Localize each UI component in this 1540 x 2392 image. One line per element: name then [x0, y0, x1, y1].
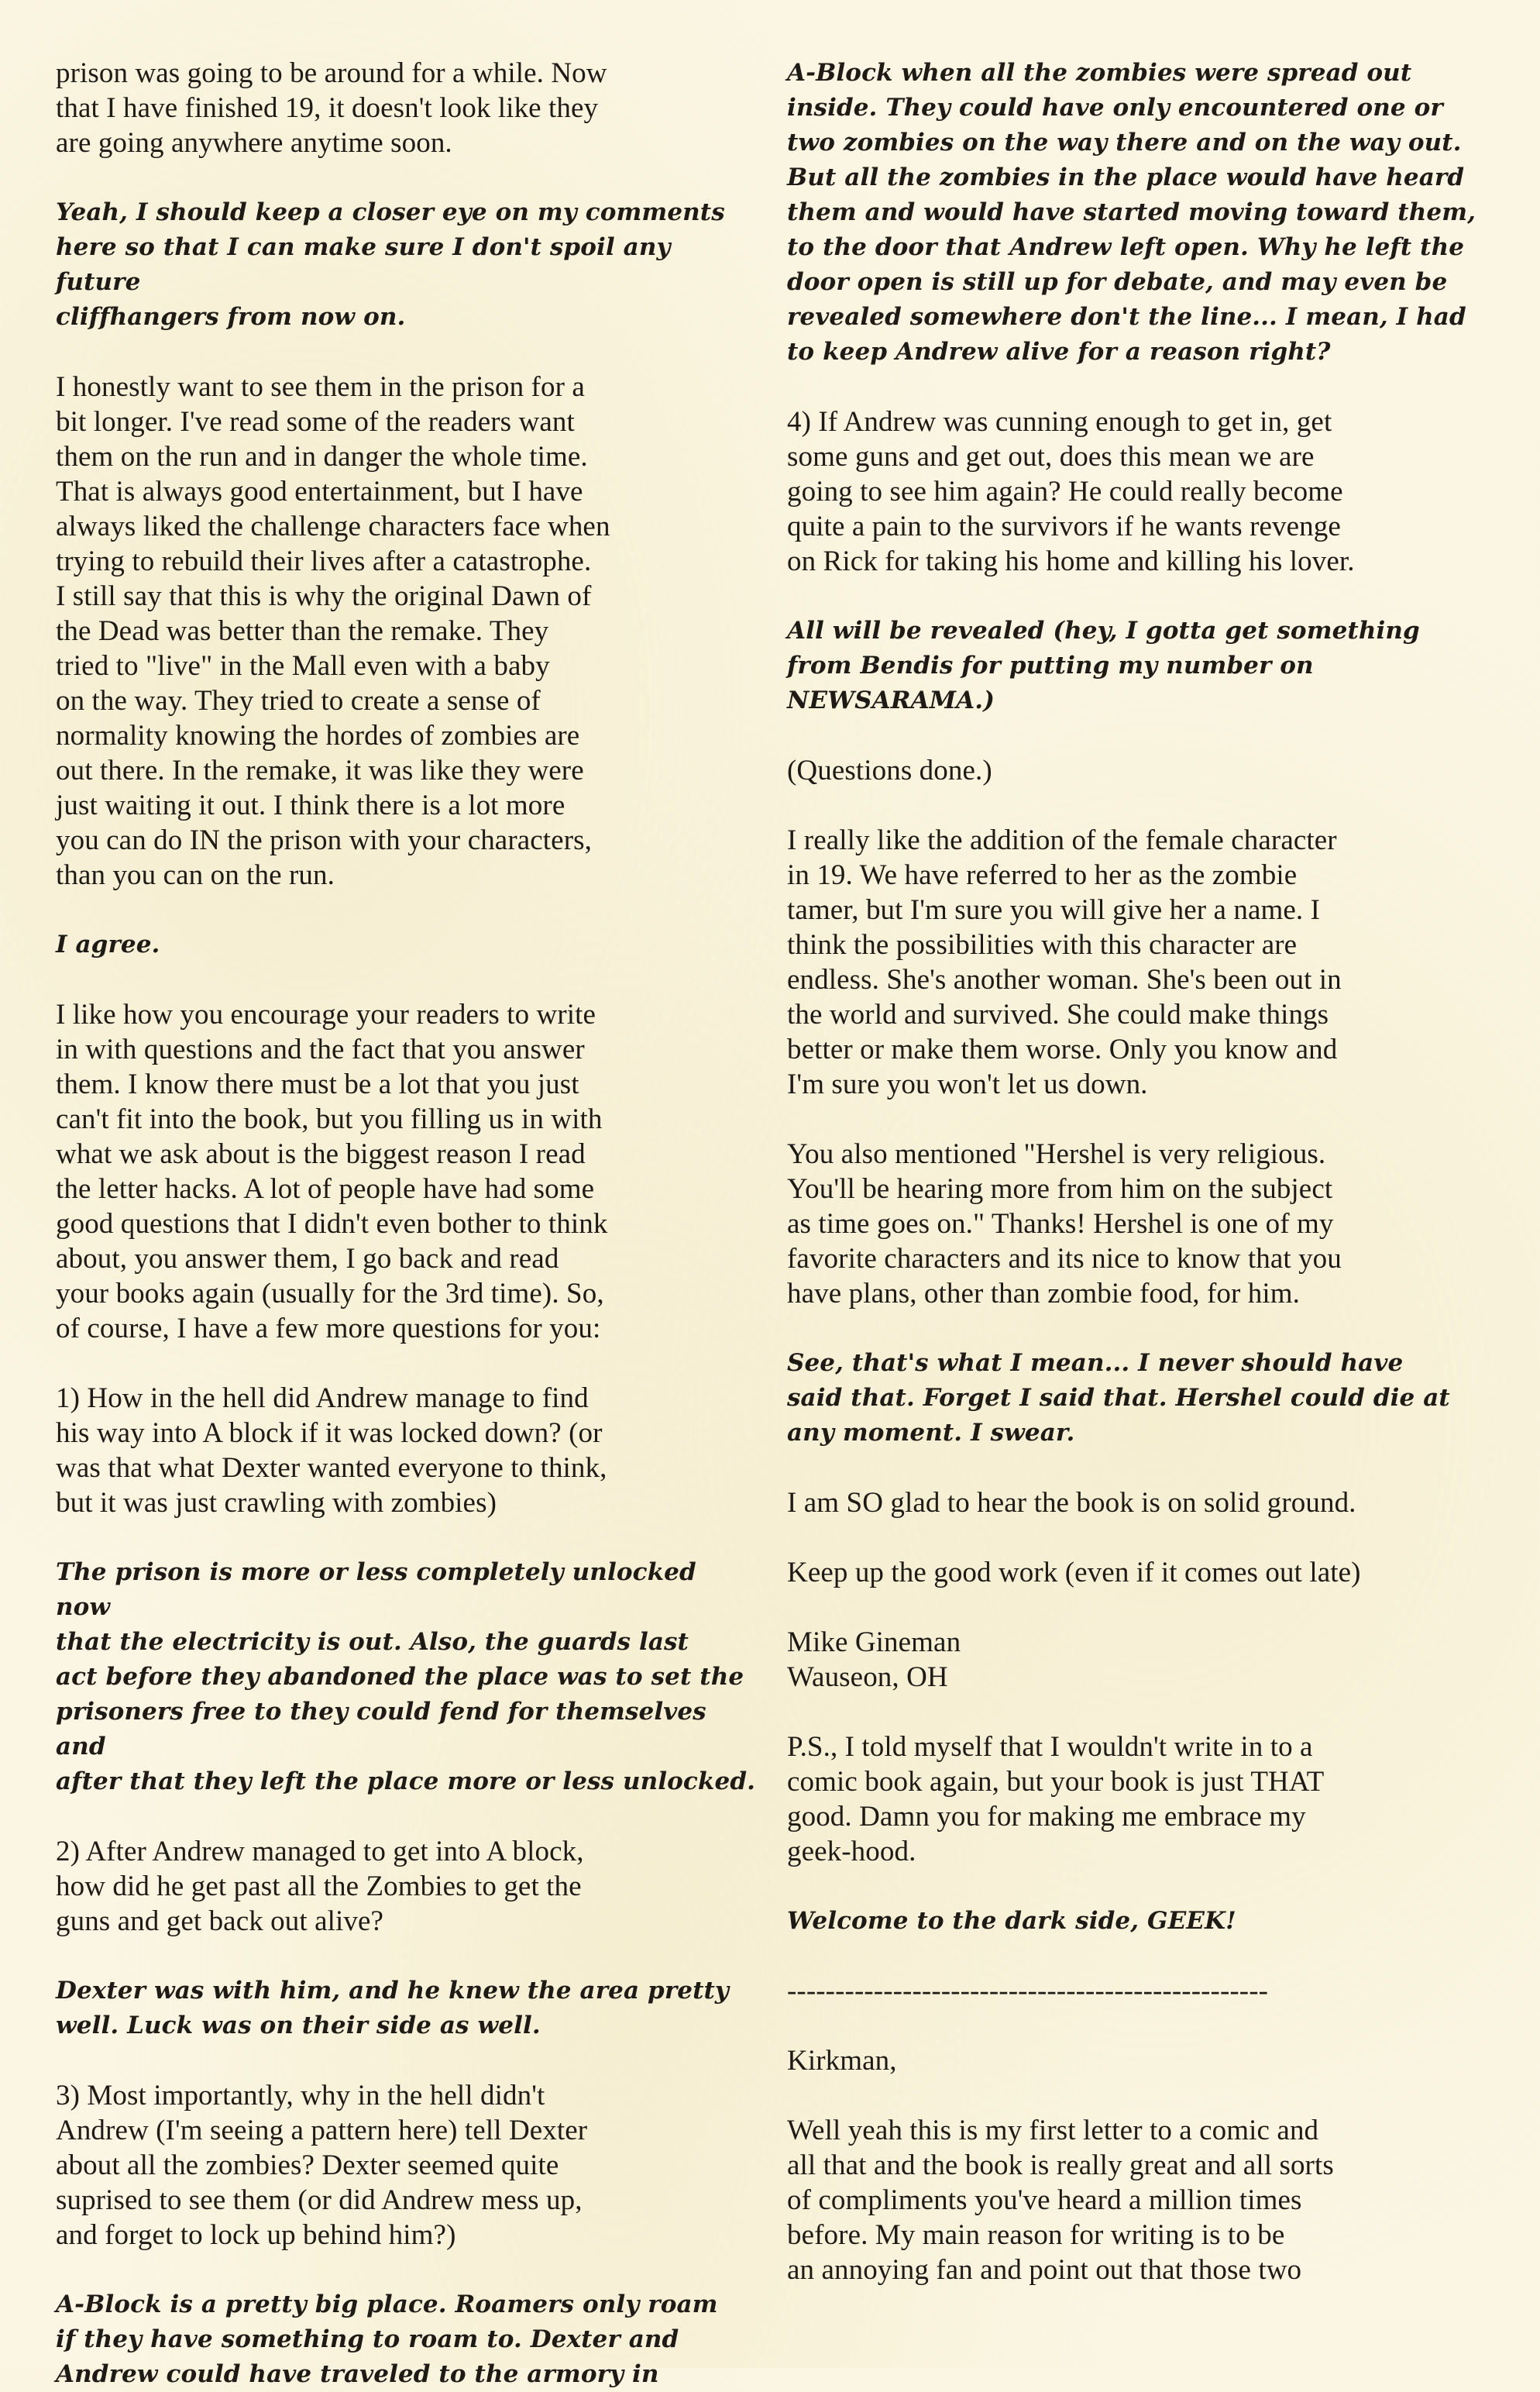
- question-3: 3) Most importantly, why in the hell didn't Andrew (I'm seeing a pattern here) tell Dexter about all the zombies? Dexter seemed quite suprised to see them (or did Andrew mess up, and forget to lock up behind him?): [56, 2080, 588, 2251]
- editor-reply: Welcome to the dark side, GEEK!: [787, 1907, 1236, 1935]
- letter-paragraph: (Questions done.): [787, 755, 992, 786]
- question-2: 2) After Andrew managed to get into A block, how did he get past all the Zombies to get the guns and get back out alive?: [56, 1836, 584, 1937]
- letter-paragraph: I like how you encourage your readers to write in with questions and the fact that you answer them. I know there must be a lot that you just can't fit into the book, but you filling us in with what we ask about is the biggest reason I read the letter hacks. A lot of people have had some good questions that I didn't even bother to think about, you answer them, I go back and read your books again (usually for the 3rd time). So, of course, I have a few more questions for you:: [56, 999, 608, 1344]
- letter-divider: --------------------------------------------------: [787, 1975, 1269, 2007]
- left-column: [56, 56, 757, 2392]
- right-column: [787, 56, 1488, 2287]
- letter-signature: Mike Gineman Wauseon, OH: [787, 1626, 961, 1693]
- letter-postscript: P.S., I told myself that I wouldn't write in to a comic book again, but your book is just THAT good. Damn you for making me embrace my geek-hood.: [787, 1731, 1325, 1867]
- editor-reply: A-Block when all the zombies were spread out inside. They could have only encountered one or two zombies on the way there and on the way out. But all the zombies in the place would have heard them and would have started moving toward them, to the door that Andrew left open. Why he left the door open is still up for debate, and may even be revealed somewhere don't the line... I mean, I had to keep Andrew alive for a reason right?: [787, 59, 1476, 366]
- editor-reply: Dexter was with him, and he knew the area pretty well. Luck was on their side as well.: [56, 1977, 730, 2039]
- editor-reply: All will be revealed (hey, I gotta get something from Bendis for putting my number on NEWSARAMA.): [787, 617, 1420, 714]
- letter-paragraph: Well yeah this is my first letter to a comic and all that and the book is really great and all sorts of compliments you've heard a million times before. My main reason for writing is to be an annoying fan and point out that those two: [787, 2115, 1334, 2286]
- letter-paragraph: I am SO glad to hear the book is on solid ground.: [787, 1487, 1356, 1519]
- editor-reply: I agree.: [56, 931, 160, 959]
- letter-salutation: Kirkman,: [787, 2045, 897, 2077]
- question-4: 4) If Andrew was cunning enough to get in, get some guns and get out, does this mean we are going to see him again? He could really become quite a pain to the survivors if he wants revenge on Rick for taking his home and killing his lover.: [787, 406, 1355, 577]
- editor-reply: See, that's what I mean... I never should have said that. Forget I said that. Hershel could die at any moment. I swear.: [787, 1349, 1450, 1447]
- letter-paragraph: I honestly want to see them in the prison for a bit longer. I've read some of the readers want them on the run and in danger the whole time. That is always good entertainment, but I have always liked the challenge characters face when trying to rebuild their lives after a catastrophe. I still say that this is why the original Dawn of the Dead was better than the remake. They tried to "live" in the Mall even with a baby on the way. They tried to create a sense of normality knowing the hordes of zombies are out there. In the remake, it was like they were just waiting it out. I think there is a lot more you can do IN the prison with your characters, than you can on the run.: [56, 371, 610, 891]
- editor-reply: The prison is more or less completely unlocked now that the electricity is out. Also, the guards last act before they abandoned the place was to set the prisoners free to they could fend for themselves and after that they left the place more or less unlocked.: [56, 1558, 755, 1795]
- letter-paragraph: prison was going to be around for a while. Now that I have finished 19, it doesn't look like they are going anywhere anytime soon.: [56, 57, 607, 159]
- letter-paragraph: Keep up the good work (even if it comes out late): [787, 1557, 1361, 1588]
- editor-reply: Yeah, I should keep a closer eye on my comments here so that I can make sure I don't spoil any future cliffhangers from now on.: [56, 198, 725, 331]
- editor-reply: A-Block is a pretty big place. Roamers only roam if they have something to roam to. Dexter and Andrew could have traveled to the armory in: [56, 2290, 718, 2388]
- letter-paragraph: I really like the addition of the female character in 19. We have referred to her as the zombie tamer, but I'm sure you will give her a name. I think the possibilities with this character are endless. She's another woman. She's been out in the world and survived. She could make things better or make them worse. Only you know and I'm sure you won't let us down.: [787, 824, 1342, 1100]
- question-1: 1) How in the hell did Andrew manage to find his way into A block if it was locked down? (or was that what Dexter wanted everyone to think, but it was just crawling with zombies): [56, 1382, 607, 1519]
- letter-paragraph: You also mentioned "Hershel is very religious. You'll be hearing more from him on the subject as time goes on." Thanks! Hershel is one of my favorite characters and its nice to know that you have plans, other than zombie food, for him.: [787, 1138, 1342, 1310]
